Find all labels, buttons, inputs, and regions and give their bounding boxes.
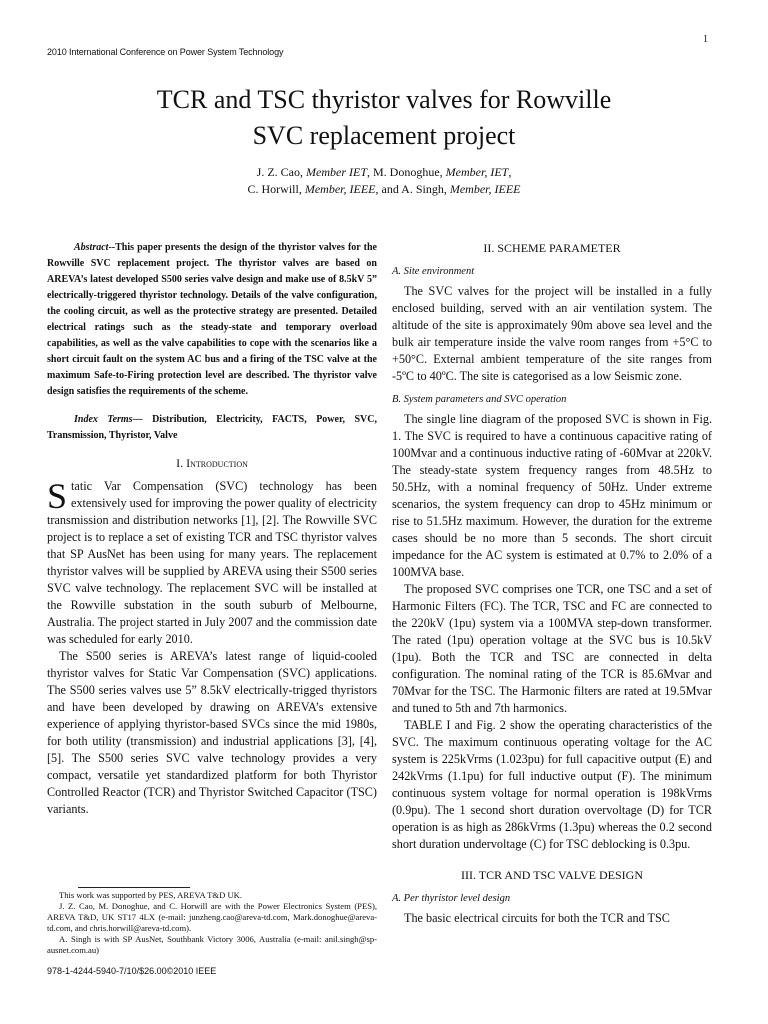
- system-parameters-paragraph-1: The single line diagram of the proposed SVC is shown in Fig. 1. The SVC is required to have a continuous capacitive rating of 100Mvar and a continuous inductive rating of -60Mvar at 220kV. The steady-state system frequency ranges from 48.5Hz to 50.5Hz, with a nominal frequency of 50Hz. Under extreme scenarios, the system frequency can drop to 45Hz minimum or rise to 51.5Hz maximum. However, the duration for the extreme cases should be no more than 5 seconds. The short circuit impedance for the AC system is estimated at 0.7% to 2.0% of a 100MVA base.: [392, 412, 712, 579]
- intro-paragraph-2: The S500 series is AREVA’s latest range of liquid-cooled thyristor valves for Static Var Compensation (SVC) applications. The S500 series valves use 5” 8.5kV electrically-trigged thyristors and have been developed by drawing on AREVA’s extensive experience of applying thyristor-based SVCs since the mid 1980s, for both utility (transmission) and industrial applications [3], [4], [5]. The S500 series SVC valve technology provides a very compact, versatile yet standardized platform for both Thyristor Controlled Reactor (TCR) and Thyristor Switched Capacitor (TSC) variants.: [47, 649, 377, 816]
- intro-paragraph-1: Static Var Compensation (SVC) technology has been extensively used for improving the power quality of electricity transmission and distribution networks [1], [2]. The Rowville SVC project is to replace a set of existing TCR and TSC thyristor valves that SP AusNet has been using for many years. The replacement thyristor valves will be supplied by AREVA using their S500 series SVC valve technology. The replacement SVC will be installed at the Rowville substation in the south suburb of Melbourne, Australia. The project started in July 2007 and the commission date was scheduled for early 2010.: [47, 476, 377, 646]
- author-line-1: J. Z. Cao, Member IET, M. Donoghue, Member, IET,: [256, 165, 512, 179]
- subsection-site-environment: A. Site environment: [392, 266, 475, 277]
- system-parameters-paragraph-3: TABLE I and Fig. 2 show the operating characteristics of the SVC. The maximum continuous operating voltage for the AC system is 225kVrms (1.023pu) for full capacitive output (E) and 242kVrms (1.1pu) for full inductive output (F). The minimum continuous system voltage for normal operation is 198kVrms (0.9pu). The 1 second short duration overvoltage (D) for TCR operation is as high as 286kVrms (1.3pu) whereas the 0.2 second short duration undervoltage (C) for TSC deblocking is 0.3pu.: [392, 718, 712, 851]
- abstract-label: Abstract: [74, 242, 109, 253]
- paper-title: [0, 82, 768, 154]
- footnotes: [47, 890, 377, 956]
- footnote-affiliation-ausnet: A. Singh is with SP AusNet, Southbank Victory 3006, Australia (e-mail: anil.singh@sp-ausnet.com.au): [47, 934, 377, 955]
- right-column: [392, 240, 712, 927]
- site-environment-paragraph: The SVC valves for the project will be installed in a fully enclosed building, served with an air ventilation system. The altitude of the site is approximately 90m above sea level and the bulk air temperature inside the valve room ranges from +5°C to +50°C. External ambient temperature of the site ranges from -5ºC to 40ºC. The site is categorised as a low Seismic zone.: [392, 284, 712, 383]
- section-heading-introduction: I. Introduction: [176, 456, 248, 470]
- index-terms-label: Index Terms: [74, 414, 133, 425]
- left-column: [47, 240, 377, 818]
- subsection-system-parameters: B. System parameters and SVC operation: [392, 394, 567, 405]
- page-number: 1: [703, 34, 708, 45]
- author-line-2: C. Horwill, Member, IEEE, and A. Singh, Member, IEEE: [247, 182, 521, 196]
- index-terms: [47, 412, 377, 444]
- conference-header: 2010 International Conference on Power System Technology: [47, 47, 284, 57]
- author-block: [0, 164, 768, 198]
- title-line-1: TCR and TSC thyristor valves for Rowville: [156, 85, 612, 114]
- subsection-per-thyristor-level: A. Per thyristor level design: [392, 893, 511, 904]
- section-heading-scheme-parameter: II. SCHEME PARAMETER: [483, 241, 621, 255]
- footnote-funding: This work was supported by PES, AREVA T&D UK.: [59, 890, 243, 900]
- title-line-2: SVC replacement project: [252, 121, 516, 150]
- drop-cap: S: [47, 476, 68, 516]
- section-heading-valve-design: III. TCR AND TSC VALVE DESIGN: [460, 868, 644, 882]
- valve-design-paragraph: The basic electrical circuits for both the TCR and TSC: [404, 911, 670, 925]
- abstract-text: --This paper presents the design of the thyristor valves for the Rowville SVC replacement project. The thyristor valves are based on AREVA’s latest developed S500 series valve design and make use of 8.5kV 5” electrically-triggered thyristor technology. Details of the valve configuration, the cooling circuit, as well as the protective strategy are presented. Detailed electrical ratings such as the steady-state and temporary overload capabilities, as well as the valve capabilities to cope with the scenarios like a short circuit fault on the system AC bus and a firing of the TSC valve at the maximum Safe-to-Firing protection level are described. The thyristor valve design satisfies the requirements of the scheme.: [47, 242, 377, 397]
- copyright-line: 978-1-4244-5940-7/10/$26.00©2010 IEEE: [47, 966, 217, 976]
- system-parameters-paragraph-2: The proposed SVC comprises one TCR, one TSC and a set of Harmonic Filters (FC). The TCR, TSC and FC are connected to the 220kV (1pu) system via a 100MVA step-down transformer. The rated (1pu) operation voltage at the SVC bus is 10.5kV (1pu). Both the TCR and TSC are connected in delta configuration. The nominal rating of the TCR is 85.6Mvar and 70Mvar for the TSC. The Harmonic filters are rated at 19.5Mvar and tuned to 5th and 7th harmonics.: [392, 582, 712, 715]
- footnote-affiliation-areva: J. Z. Cao, M. Donoghue, and C. Horwill are with the Power Electronics System (PES), AREVA T&D, UK ST17 4LX (e-mail: junzheng.cao@areva-td.com, Mark.donoghue@areva-td.com, and chris.horwill@areva-td.com).: [47, 901, 377, 933]
- index-terms-text: — Distribution, Electricity, FACTS, Power, SVC, Transmission, Thyristor, Valve: [47, 414, 377, 441]
- footnote-rule: [78, 887, 190, 888]
- abstract: [47, 240, 377, 400]
